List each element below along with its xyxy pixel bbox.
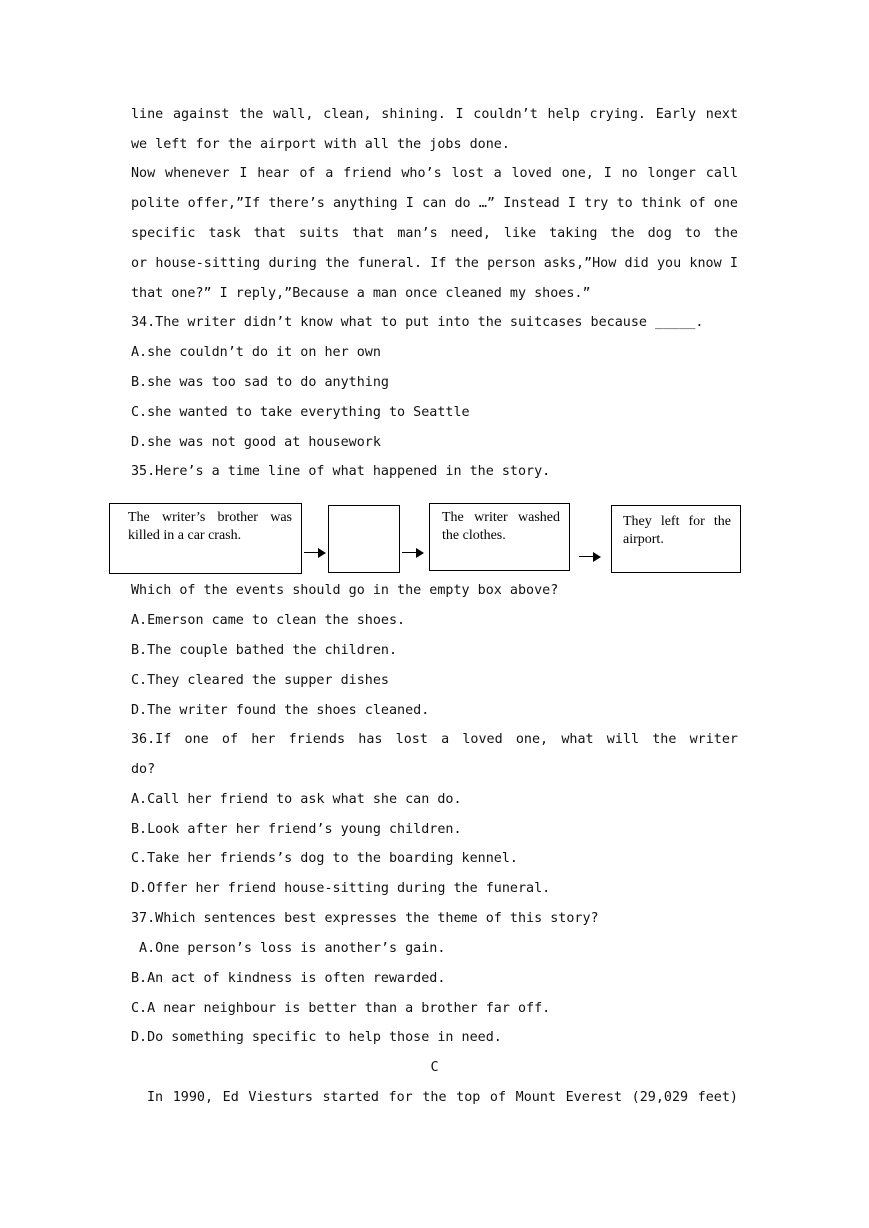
- section-c-heading: C: [430, 1060, 439, 1075]
- question-37-option-a: A.One person’s loss is another’s gain.: [131, 941, 446, 956]
- question-34-option-c: C.she wanted to take everything to Seattle: [131, 405, 470, 420]
- question-35-option-b: B.The couple bathed the children.: [131, 643, 398, 658]
- question-37-option-c: C.A near neighbour is better than a brother far off.: [131, 1001, 551, 1016]
- question-34-option-a: A.she couldn’t do it on her own: [131, 345, 381, 360]
- timeline-arrow-3: [579, 552, 601, 562]
- question-36-option-d: D.Offer her friend house-sitting during the funeral.: [131, 881, 551, 896]
- question-36-option-b: B.Look after her friend’s young children.: [131, 822, 462, 837]
- passage-line: Now whenever I hear of a friend who’s lost a loved one, I no longer call: [131, 166, 738, 181]
- timeline-box-4: They left for the airport.: [611, 505, 741, 573]
- question-36-stem-cont: do?: [131, 762, 156, 777]
- passage-line: or house-sitting during the funeral. If the person asks,”How did you know I: [131, 256, 738, 271]
- question-35-prompt: Which of the events should go in the empty box above?: [131, 583, 559, 598]
- question-34-option-d: D.she was not good at housework: [131, 435, 381, 450]
- section-c-first-line: In 1990, Ed Viesturs started for the top of Mount Everest (29,029 feet): [147, 1090, 738, 1105]
- passage-line: polite offer,”If there’s anything I can do …” Instead I try to think of one: [131, 196, 738, 211]
- question-36-stem: 36.If one of her friends has lost a loved one, what will the writer: [131, 732, 738, 747]
- timeline-box-2-empty: [328, 505, 400, 573]
- question-36-option-c: C.Take her friends’s dog to the boarding kennel.: [131, 851, 518, 866]
- question-35-option-a: A.Emerson came to clean the shoes.: [131, 613, 406, 628]
- passage-line: that one?” I reply,”Because a man once cleaned my shoes.”: [131, 286, 591, 301]
- passage-line: line against the wall, clean, shining. I couldn’t help crying. Early next: [131, 107, 738, 122]
- question-36-option-a: A.Call her friend to ask what she can do.: [131, 792, 462, 807]
- timeline-box-1: The writer’s brother was killed in a car crash.: [109, 503, 302, 574]
- question-35-option-c: C.They cleared the supper dishes: [131, 673, 389, 688]
- passage-line: we left for the airport with all the jobs done.: [131, 137, 510, 152]
- question-34-stem: 34.The writer didn’t know what to put into the suitcases because _____.: [131, 315, 704, 330]
- question-35-stem: 35.Here’s a time line of what happened in the story.: [131, 464, 551, 479]
- question-35-option-d: D.The writer found the shoes cleaned.: [131, 703, 430, 718]
- question-37-option-b: B.An act of kindness is often rewarded.: [131, 971, 446, 986]
- timeline-box-3: The writer washed the clothes.: [429, 503, 570, 571]
- passage-line: specific task that suits that man’s need, like taking the dog to the: [131, 226, 738, 241]
- timeline-arrow-2: [402, 548, 424, 558]
- question-37-option-d: D.Do something specific to help those in need.: [131, 1030, 502, 1045]
- question-34-option-b: B.she was too sad to do anything: [131, 375, 389, 390]
- question-37-stem: 37.Which sentences best expresses the theme of this story?: [131, 911, 599, 926]
- timeline-arrow-1: [304, 548, 326, 558]
